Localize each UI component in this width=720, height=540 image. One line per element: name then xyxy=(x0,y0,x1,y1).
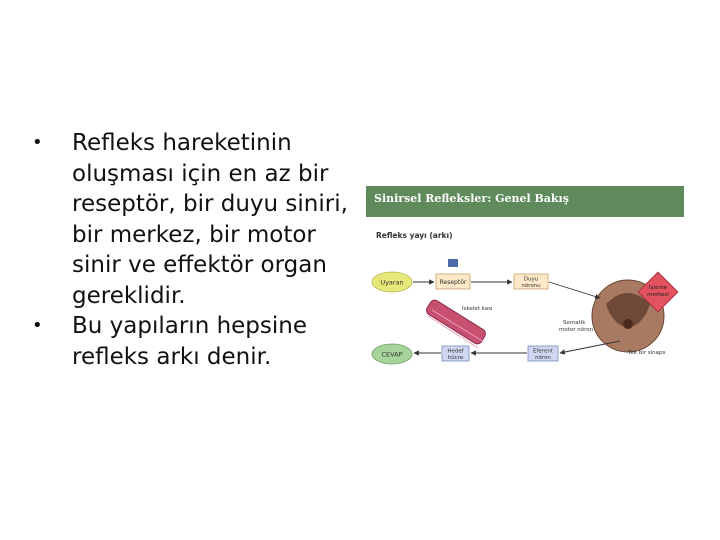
integration-center-label-2: merkezi xyxy=(647,292,669,298)
somatic-motor-neuron-label-2: motor nöron xyxy=(559,327,594,333)
somatic-motor-neuron-label-1: Somatik xyxy=(563,320,586,326)
target-cell-label-2: hücre xyxy=(447,355,464,361)
reflex-arc-figure xyxy=(366,186,684,376)
bullet-item xyxy=(28,128,348,311)
target-cell-label-1: Hedef xyxy=(447,348,464,355)
bullet-item xyxy=(28,311,348,372)
receptor-label: Reseptör xyxy=(439,279,467,286)
bullet-icon: • xyxy=(32,132,43,153)
response-label: CEVAP xyxy=(381,350,403,359)
figure-subtitle: Refleks yayı (arkı) xyxy=(376,231,453,240)
receptor-icon xyxy=(448,259,458,267)
sensory-neuron-label-2: nöronu xyxy=(521,283,541,289)
skeletal-muscle-label: İskelet kası xyxy=(462,306,493,312)
single-synapse-label: Tek bir sinaps xyxy=(628,350,666,356)
reflex-arc-diagram xyxy=(366,186,684,376)
bullet-text: Refleks hareketinin oluşması için en az bir reseptör, bir duyu siniri, bir merkez, bir motor sinir ve effektör organ gereklidir. xyxy=(72,130,348,309)
figure-title: Sinirsel Refleksler: Genel Bakış xyxy=(374,192,569,205)
stimulus-label: Uyaran xyxy=(380,278,404,287)
sensory-neuron-label-1: Duyu xyxy=(523,276,539,283)
efferent-neuron-label-1: Eferent xyxy=(533,348,553,355)
efferent-neuron-label-2: nöron xyxy=(535,355,551,361)
bullet-text: Bu yapıların hepsine refleks arkı denir. xyxy=(72,313,308,370)
bullet-icon: • xyxy=(32,315,43,336)
bullet-list xyxy=(28,128,348,372)
integration-center-label-1: İşleme xyxy=(648,285,668,291)
